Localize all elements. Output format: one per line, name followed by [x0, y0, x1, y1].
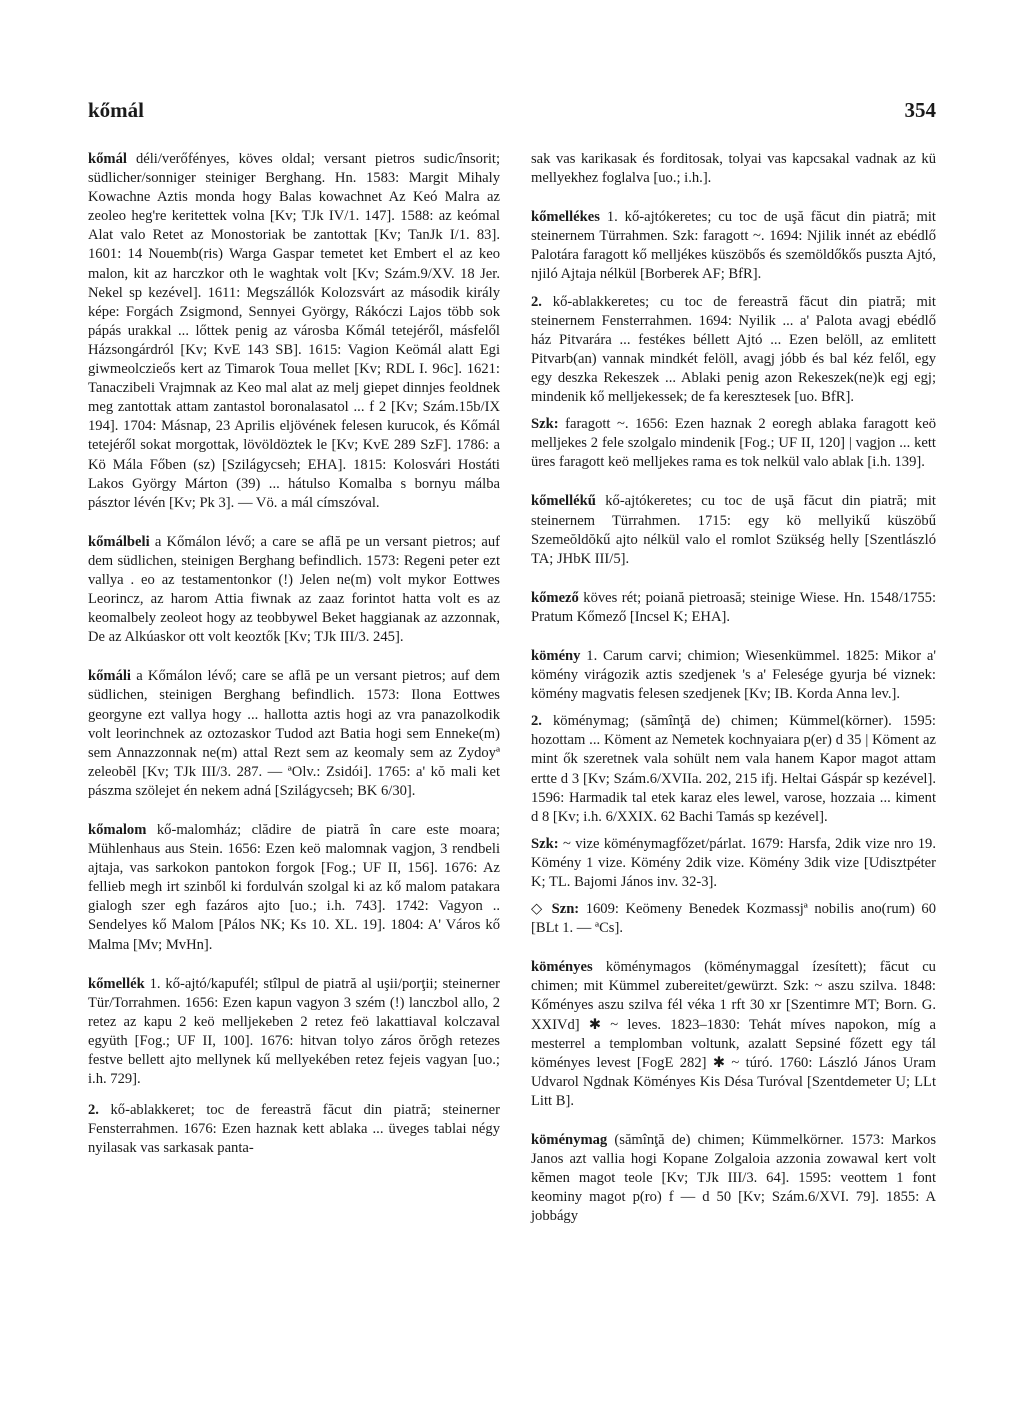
entry-lemma: köménymag: [531, 1132, 608, 1149]
dictionary-entry: [531, 589, 936, 627]
entry-lemma: kőmező: [531, 589, 579, 606]
page-header: [88, 98, 936, 128]
entry-lemma: Szk:: [531, 416, 559, 433]
dictionary-entry: [88, 975, 500, 1090]
entry-text: ~ vize köménymagfőzet/párlat. 1679: Harsfa, 2dik vize nro 19. Kömény 1 vize. Kömény 2dik vize. Kömény 3dik vize [Udisztpéter K; TL. Bajomi János inv. 32-3].: [531, 835, 936, 890]
dictionary-entry: [531, 958, 936, 1111]
dictionary-entry: [531, 835, 936, 892]
entry-text: kő-malomház; clădire de piatră în care este moara; Mühlenhaus aus Stein. 1656: Ezen keö malomnak vagjon, 3 rendbeli ajtaja, vas sarkokon pantokon forgok [Fog.; UF II, 156]. 1676: Az fellieb megh irt szinből ki fordulván szolgal ki az kő malom patakara gialogh szer egh fazáros ajto [uo.; i.h. 743]. 1742: Vagyon .. Sendelyes kő Malom [Pálos NK; Ks 10. XL. 19]. 1804: A' Város kő Malma [Mv; MvHn].: [88, 822, 501, 953]
entry-lemma: kőmál: [88, 151, 127, 167]
entry-text: 1. kő-ajtó/kapufél; stîlpul de piatră al uşii/porţii; steinerner Tür/Torrahmen. 1656: Ezen kapun vagyon 3 szém (!) lanczbol allo, 2 retez az kapu 2 keö melljekeben 2 retez feö lakattiaval kolczaval együth [Fog.; UF II, 100]. 1676: hitvan tolyo záros ŏrŏgh retezes festve bellett ajto mellynek kű mellyekében retez fejeis vagyan [uo.; i.h. 729].: [88, 975, 500, 1088]
page-number: 354: [904, 98, 936, 122]
entry-text: (sămînţă de) chimen; Kümmelkörner. 1573: Markos Janos azt vallia hogi Kopane Zolgaloia azzonia zowawal kert volt kĕmen magot teole [Kv; TJk III/3. 64]. 1595: veottem 1 font keominy magot p(ro) f — d 50 [Kv; Szám.6/XVI. 79]. 1855: A jobbágy: [531, 1132, 937, 1225]
entry-lemma: 2.: [531, 713, 542, 730]
entry-lemma: kőmáli: [88, 668, 131, 685]
entry-text: 1. kő-ajtókeretes; cu toc de uşă făcut din piatră; mit steinernem Türrahmen. Szk: faragott ~. 1694: Njilik innét az ebédlő Palotára faragott kő melljékes küszöbős és szemöldőkős puszta Ajtó, njiló Ajtaja nélkül [Borberek AF; BfR].: [531, 209, 936, 283]
dictionary-entry: [88, 150, 500, 513]
dictionary-entry: [531, 492, 936, 568]
dictionary-entry: [88, 821, 500, 955]
dictionary-entry: [531, 293, 936, 408]
entry-lemma: kőmellék: [88, 975, 145, 992]
entry-lemma: köményes: [531, 959, 593, 976]
entry-lemma: 2.: [531, 293, 542, 310]
dictionary-entry: [531, 150, 936, 188]
dictionary-entry: [531, 900, 936, 938]
entry-lemma: kőmalom: [88, 822, 147, 838]
entry-text: 1609: Keömeny Benedek Kozmassjª nobilis ano(rum) 60 [BLt 1. — ªCs].: [531, 901, 936, 937]
running-headword: kőmál: [88, 98, 145, 122]
entry-lemma: kőmálbeli: [88, 533, 150, 550]
entry-text: köménymag; (sămînţă de) chimen; Kümmel(körner). 1595: hozottam ... Köment az Nemetek kochnyaiara p(er) d 35 | Köment az mint ők szeretnek vala sohült nem vala hanem Kapor magot attam ertte d 3 [Kv; Szám.6/XVIIa. 202, 215 ifj. Heltai Gáspár sp kezével]. 1596: Harmadik tal etek karaz eles lewel, varose, hozzaia ... kiment d 8 [Kv; i.h. 6/XXIX. 62 Bachi Tamás sp kezével].: [531, 713, 936, 825]
dictionary-entry: [88, 667, 500, 801]
entry-text: a Kőmálon lévő; a care se află pe un versant pietros; auf dem südlichen, steinigen Berghang befindlich. 1573: Regeni peter ezt vallya . eo az testamentonkor (!) Jelen ne(m) volt mykor Eottwes Leorincz, az harom Attia fiwnak az zaaz forintot hatta volt es az keomalbely zeoleot hogy az teobbywel Beket haggianak az azzonnak, De az Alkúaskor ott volt keoztők [Kv; TJk III/3. 245].: [88, 533, 500, 646]
entry-text: 1. Carum carvi; chimion; Wiesenkümmel. 1825: Mikor a' kömény virágozik aztis szedjenek 's a' Felesége gyurja bé viznek: kömény magvatis felesen szedjenek [Kv; IB. Korda Anna lev.].: [531, 647, 937, 703]
entry-text: kő-ablakkeret; toc de fereastră făcut din piatră; steinerner Fensterrahmen. 1676: Ezen haznak kett ablaka ... üveges tablai négy nyilasak vas sarkasak panta-: [88, 1102, 500, 1157]
dictionary-entry: [88, 533, 500, 648]
entry-text: kő-ablakkeretes; cu toc de fereastră făcut din piatră; mit steinernem Fensterrahmen. 1694: Nyilik ... a' Palota avagj ebédlő ház Pitvarára ... festékes béllett Ajtó ... Ezen belöll, az emlitett Pitvarb(an) vannak mindkét felöll, avagj jóbb és bal kéz felől, egy egy deszka Rekeszek ... Ablaki penig azon Rekeszek(ne)k egj egj; mindenik kő melljekessek; de fa keresztesek [uo. BfR].: [531, 293, 936, 406]
right-column: [531, 150, 936, 1247]
entry-text: sak vas karikasak és forditosak, tolyai vas kapcsakal vadnak az kü mellyekhez foglalva [uo.; i.h.].: [531, 151, 936, 187]
dictionary-entry: [531, 415, 936, 472]
left-column: [88, 150, 500, 1179]
entry-lemma: 2.: [88, 1102, 99, 1119]
entry-text: déli/verőfényes, köves oldal; versant pietros sudic/însorit; südlicher/sonniger steiniger Berghang. Hn. 1583: Margit Mihaly Kowachne Aztis monda hogy Balas kowachnet Az Keó Malra az zeoleo heg're keritettek volna [Kv; TJk IV/1. 147]. 1588: az keómal Alat valo Retet az Monostoriak be zantottak [Kv; TanJk I/1. 83]. 1601: 14 Nouemb(ris) Warga Gaspar temetet ket Embert el az keo malon, kit az harczkor oth le waghtak volt [Kv; Szám.9/XV. 18 Jer. Nekel sp kezével]. 1611: Megszállók Kolozsvárt az második király képe: Forgách Zsigmond, Sennyei György, Rákóczi Lajos több sok pápás urakkal ... lőttek penig az városba Kőmál tetejéről, másfelől Házsongárdról [Kv; KvE 143 SB]. 1615: Vagion Keömál alatt Egi giwmeolczieős kert az Timarok Toua mellet [Kv; RDL I. 96c]. 1621: Tanaczibeli Vrajmnak az Keo mal alat az melj giepet dinnjes feoldnek meg zantottak attam zantastol boronalasatol ... f 2 [Kv; Szám.15b/IX 194]. 1704: Másnap, 23 Aprilis eljövének felesen kurucok, és Kőmál tetejéről sokat morgottak, lövöldöztek le [Kv; KvE 289 SzF]. 1786: a Kö Mála Főben (sz) [Szilágycseh; EHA]. 1815: Kolosvári Hostáti Lakos György Márton (39) ... hátulso Komalba s bornyu málba pásztor lévén [Kv; Pk 3]. — Vö. a mál címszóval.: [88, 151, 501, 511]
entry-text: köménymagos (köménymaggal ízesített); făcut cu chimen; mit Kümmel zubereitet/gewürzt. Szk: ~ aszu szilva. 1848: Kőményes aszu szilva fél véka 1 rft 30 xr [Szentimre MT; Born. G. XXIVd] ✱ ~ leves. 1823–1830: Tehát míves napokon, míg a mesterrel a templomban voltunk, azalatt Sepsiné főzett egy tál köményes levest [FogE 282] ✱ ~ túró. 1760: László János Uram Udvarol Ngdnak Köményes Kis Désa Turóval [Szentdemeter U; LLt Litt B].: [531, 959, 936, 1109]
dictionary-entry: [531, 712, 936, 827]
dictionary-entry: [88, 1101, 500, 1158]
entry-lemma: kőmellékű: [531, 493, 596, 510]
entry-text: a Kőmálon lévő; care se află pe un versant pietros; auf dem südlichen, steinigen Berghang befindlich. 1573: Ilona Eottwes georgyne ezt vallya hogy ... hallotta aztis hogi az vra panazolkodik volt leorinchnek az oztozaskor Tudod azt Batia hogi sem Enneke(m) sem Annazzonnak ne(m) attal Rezt sem az keomaly sem az Zydoyª zeleobĕl [Kv; TJk III/3. 287. — ªOlv.: Zsidói]. 1765: a' kŏ mali ket pászma szölejet én nekem adná [Szilágycseh; BK 6/30].: [88, 668, 501, 799]
entry-text: faragott ~. 1656: Ezen haznak 2 eoregh ablaka faragott keö melljekes 2 fele szolgalo mindenik [Fog.; UF II, 120] | vagjon ... kett üres faragott keö melljekes rama es tok nelkül valo ablak [i.h. 139].: [531, 416, 936, 471]
entry-lemma: kömény: [531, 647, 581, 664]
entry-text: köves rét; poiană pietroasă; steinige Wiese. Hn. 1548/1755: Pratum Kőmező [Incsel K; EHA].: [531, 589, 936, 625]
dictionary-entry: [531, 208, 936, 284]
dictionary-entry: [531, 1131, 936, 1226]
dictionary-entry: [531, 647, 936, 704]
entry-lemma: Szk:: [531, 835, 559, 852]
entry-lemma: ◇ Szn:: [531, 901, 580, 918]
entry-text: kő-ajtókeretes; cu toc de uşă făcut din piatră; mit steinernem Türrahmen. 1715: egy kö mellyikű küszöbű Szemeŏldŏkű ajto nélkül valo el romlot Szükség helly [Szentlászló TA; JHbK III/5].: [531, 493, 936, 567]
entry-lemma: kőmellékes: [531, 209, 600, 226]
